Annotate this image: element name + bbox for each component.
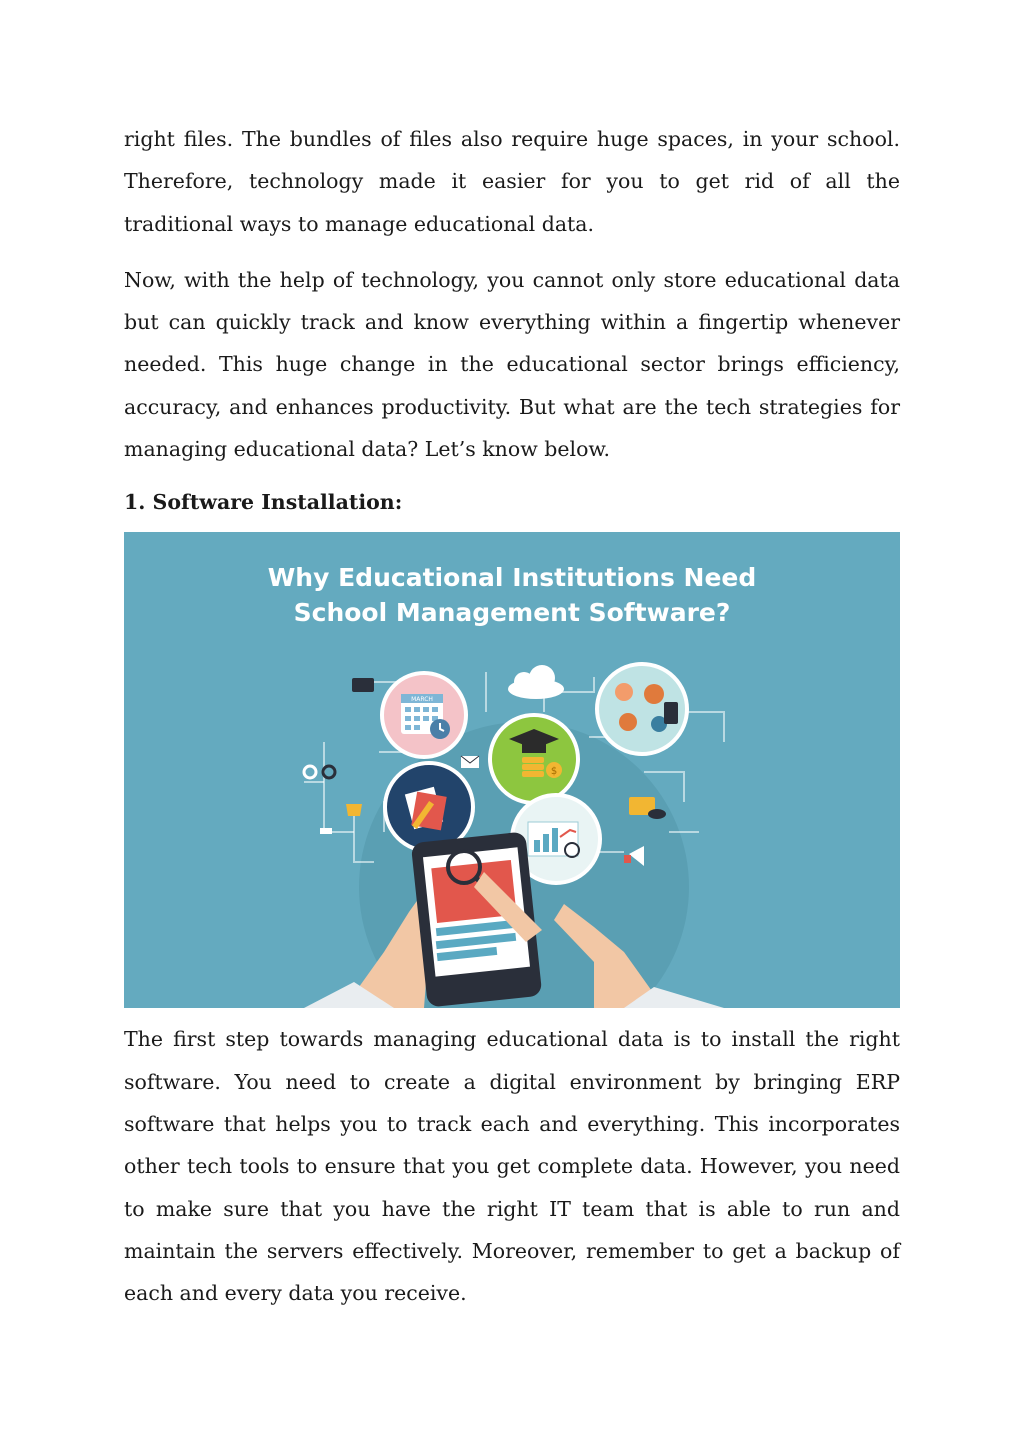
- trophy-icon: [346, 804, 362, 816]
- graduation-cap-icon: [490, 715, 578, 803]
- cloud-icon: [508, 665, 564, 699]
- infographic-title-line2: School Management Software?: [293, 598, 731, 628]
- gears-icon: [304, 766, 335, 778]
- document-body: [124, 118, 900, 1328]
- paragraph-intro: right files. The bundles of files also require huge spaces, in your school. Therefore, technology made it easier for you to get rid of all the traditional ways to manage educational data.: [124, 127, 900, 236]
- infographic-title-line1: Why Educational Institutions Need: [267, 563, 757, 593]
- eye-icon: [648, 809, 666, 819]
- infographic-image: [124, 532, 900, 1008]
- books-icon: [385, 763, 473, 851]
- svg-text:MARCH: MARCH: [411, 696, 433, 704]
- paragraph-technology: Now, with the help of technology, you cannot only store educational data but can quickly track and know everything within a fingertip whenever needed. This huge change in the educational sector brings efficiency, accuracy, and enhances productivity. But what are the tech strategies for managing educational data? Let’s know below.: [124, 267, 900, 462]
- paragraph-software-installation: The first step towards managing educational data is to install the right software. You need to create a digital environment by bringing ERP software that helps you to track each and everything. This incorporates other tech tools to ensure that you get complete data. However, you need to make sure that you have the right IT team that is able to run and maintain the servers effectively. Moreover, remember to get a backup of each and every data you receive.: [124, 1027, 900, 1306]
- briefcase-icon: [352, 678, 374, 692]
- people-icon: [597, 664, 687, 754]
- calendar-icon: [382, 673, 466, 757]
- smartphone-icon: [411, 832, 543, 1008]
- chat-icon: [320, 828, 332, 834]
- envelope-icon: [461, 756, 479, 768]
- infographic-title: [124, 560, 900, 630]
- section-heading-software-installation: 1. Software Installation:: [124, 490, 403, 515]
- svg-text:$: $: [550, 766, 558, 778]
